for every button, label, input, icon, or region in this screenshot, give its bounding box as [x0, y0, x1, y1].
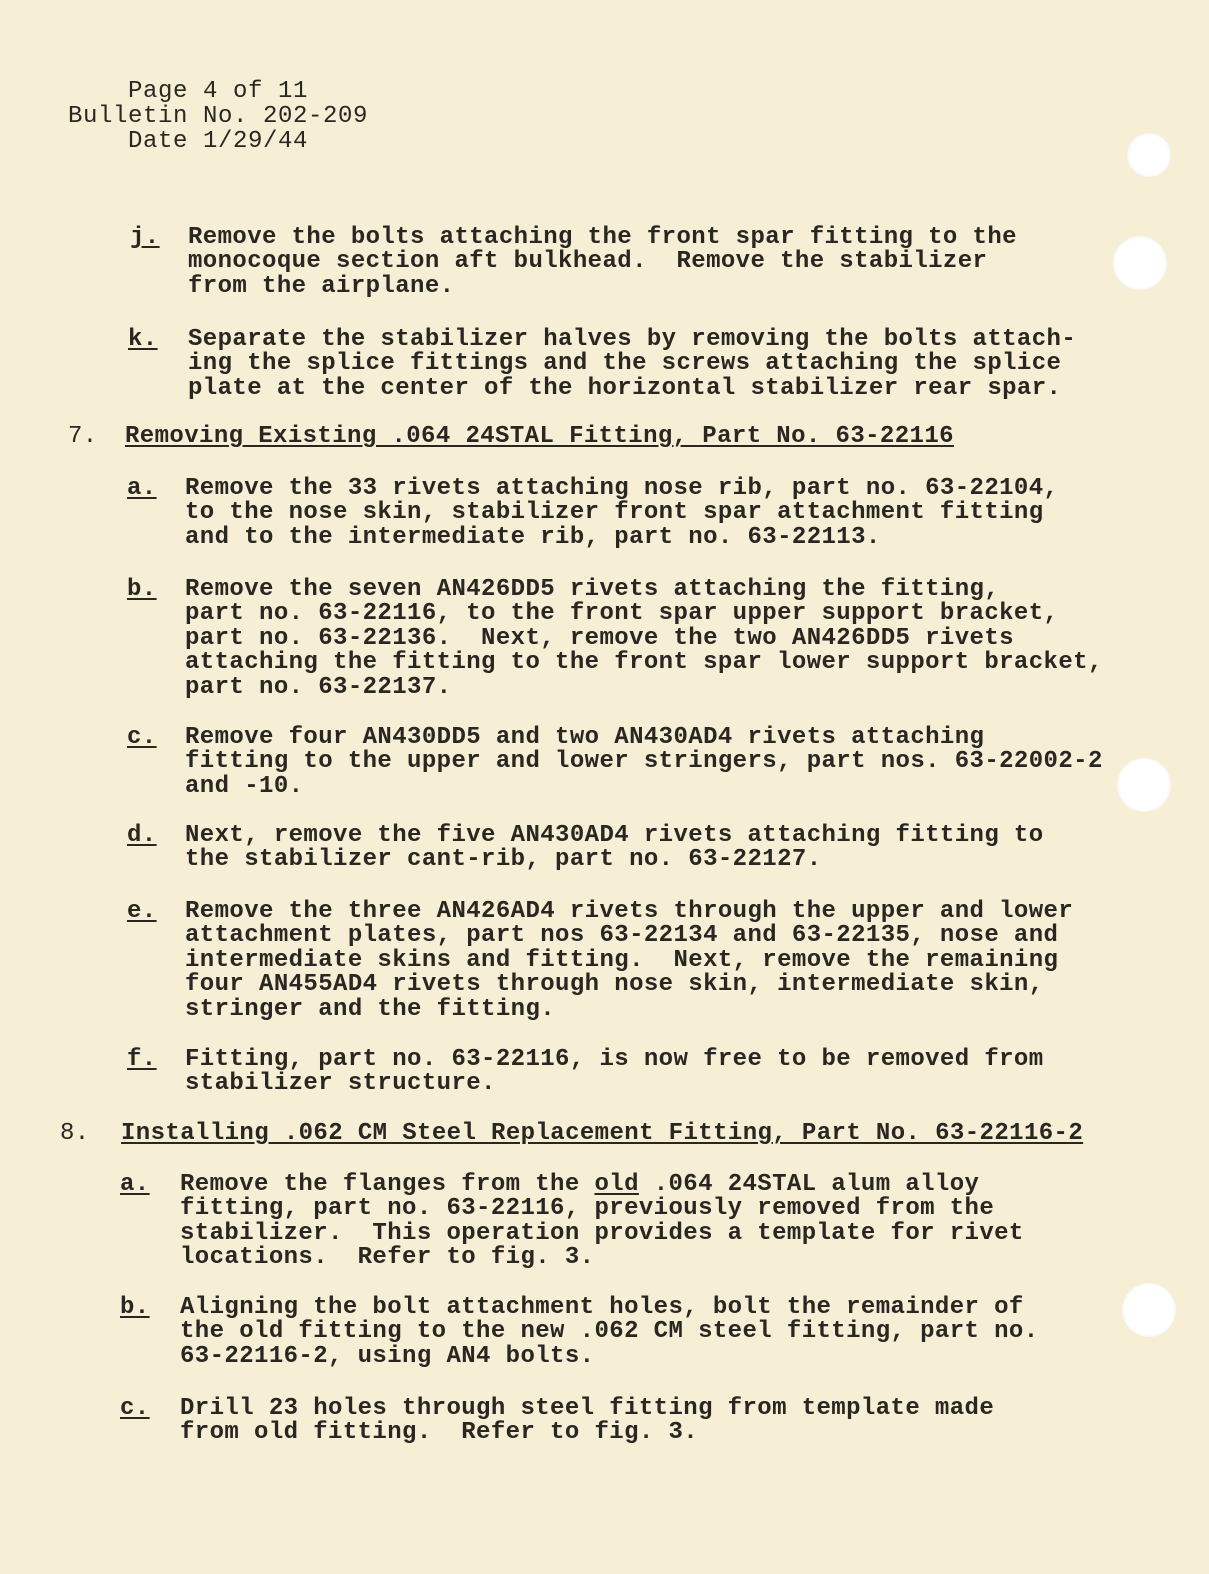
item-letter: b.	[120, 1294, 150, 1321]
item-text-line: fitting to the upper and lower stringers, part nos. 63-22002-2	[185, 748, 1103, 776]
binder-hole	[1127, 133, 1171, 177]
section-number: 8.	[60, 1120, 90, 1147]
binder-hole	[1117, 758, 1171, 812]
item-text-line: and -10.	[185, 772, 304, 800]
item-text-line: plate at the center of the horizontal stabilizer rear spar.	[188, 374, 1062, 402]
binder-hole	[1122, 1283, 1176, 1337]
item-letter: a.	[127, 475, 157, 502]
item-text-line: Separate the stabilizer halves by removing the bolts attach-	[188, 326, 1077, 353]
item-text-line: Remove the flanges from the old .064 24STAL alum alloy	[180, 1171, 980, 1198]
item-text-line: from the airplane.	[188, 272, 455, 300]
bulletin-number: Bulletin No. 202-209	[68, 103, 369, 130]
section-heading: Installing .062 CM Steel Replacement Fitting, Part No. 63-22116-2	[121, 1120, 1084, 1147]
emphasis-old: old	[594, 1171, 639, 1198]
item-text-line: Remove the seven AN426DD5 rivets attaching the fitting,	[185, 576, 1000, 603]
item-letter: j.	[130, 224, 160, 251]
section-heading: Removing Existing .064 24STAL Fitting, Part No. 63-22116	[125, 423, 954, 450]
item-text-line: locations. Refer to fig. 3.	[180, 1244, 595, 1272]
item-text-line: attachment plates, part nos 63-22134 and 63-22135, nose and	[185, 922, 1059, 950]
item-text-line: intermediate skins and fitting. Next, remove the remaining	[185, 946, 1059, 974]
page-number: Page 4 of 11	[128, 78, 309, 105]
item-text-line: Fitting, part no. 63-22116, is now free to be removed from	[185, 1046, 1044, 1073]
item-letter: b.	[127, 576, 157, 603]
item-text-line: stabilizer structure.	[185, 1070, 496, 1098]
item-text-line: fitting, part no. 63-22116, previously removed from the	[180, 1195, 995, 1223]
item-letter: d.	[127, 822, 157, 849]
item-text-line: part no. 63-22136. Next, remove the two AN426DD5 rivets	[185, 624, 1014, 652]
item-letter: a.	[120, 1171, 150, 1198]
item-text-line: from old fitting. Refer to fig. 3.	[180, 1419, 699, 1447]
item-text-line: part no. 63-22116, to the front spar upper support bracket,	[185, 600, 1059, 628]
item-text-line: part no. 63-22137.	[185, 673, 452, 701]
item-text-line: the stabilizer cant-rib, part no. 63-22127.	[185, 846, 822, 874]
item-text-line: Drill 23 holes through steel fitting from template made	[180, 1395, 995, 1422]
item-text-line: Remove the 33 rivets attaching nose rib, part no. 63-22104,	[185, 475, 1059, 502]
item-text-line: four AN455AD4 rivets through nose skin, intermediate skin,	[185, 971, 1044, 999]
item-letter: f.	[127, 1046, 157, 1073]
item-text-line: ing the splice fittings and the screws attaching the splice	[188, 350, 1062, 378]
binder-hole	[1113, 236, 1167, 290]
item-letter: c.	[120, 1395, 150, 1422]
bulletin-date: Date 1/29/44	[128, 128, 309, 155]
item-text-line: Next, remove the five AN430AD4 rivets attaching fitting to	[185, 822, 1044, 849]
item-text-line: stringer and the fitting.	[185, 995, 556, 1023]
item-text-line: Remove the bolts attaching the front spar fitting to the	[188, 224, 1017, 251]
item-text-line: monocoque section aft bulkhead. Remove the stabilizer	[188, 248, 988, 276]
item-text-line: the old fitting to the new .062 CM steel fitting, part no.	[180, 1318, 1039, 1346]
item-letter: e.	[127, 898, 157, 925]
item-text-line: 63-22116-2, using AN4 bolts.	[180, 1342, 595, 1370]
item-letter: c.	[127, 724, 157, 751]
item-text-line: Remove the three AN426AD4 rivets through the upper and lower	[185, 898, 1074, 925]
item-text-line: to the nose skin, stabilizer front spar attachment fitting	[185, 499, 1044, 527]
item-text-line: attaching the fitting to the front spar lower support bracket,	[185, 649, 1103, 677]
item-text-line: Remove four AN430DD5 and two AN430AD4 rivets attaching	[185, 724, 985, 751]
item-text-line: and to the intermediate rib, part no. 63-22113.	[185, 523, 881, 551]
item-letter: k.	[128, 326, 158, 353]
item-text-line: stabilizer. This operation provides a template for rivet	[180, 1219, 1024, 1247]
item-text-line: Aligning the bolt attachment holes, bolt the remainder of	[180, 1294, 1024, 1321]
section-number: 7.	[68, 423, 98, 450]
